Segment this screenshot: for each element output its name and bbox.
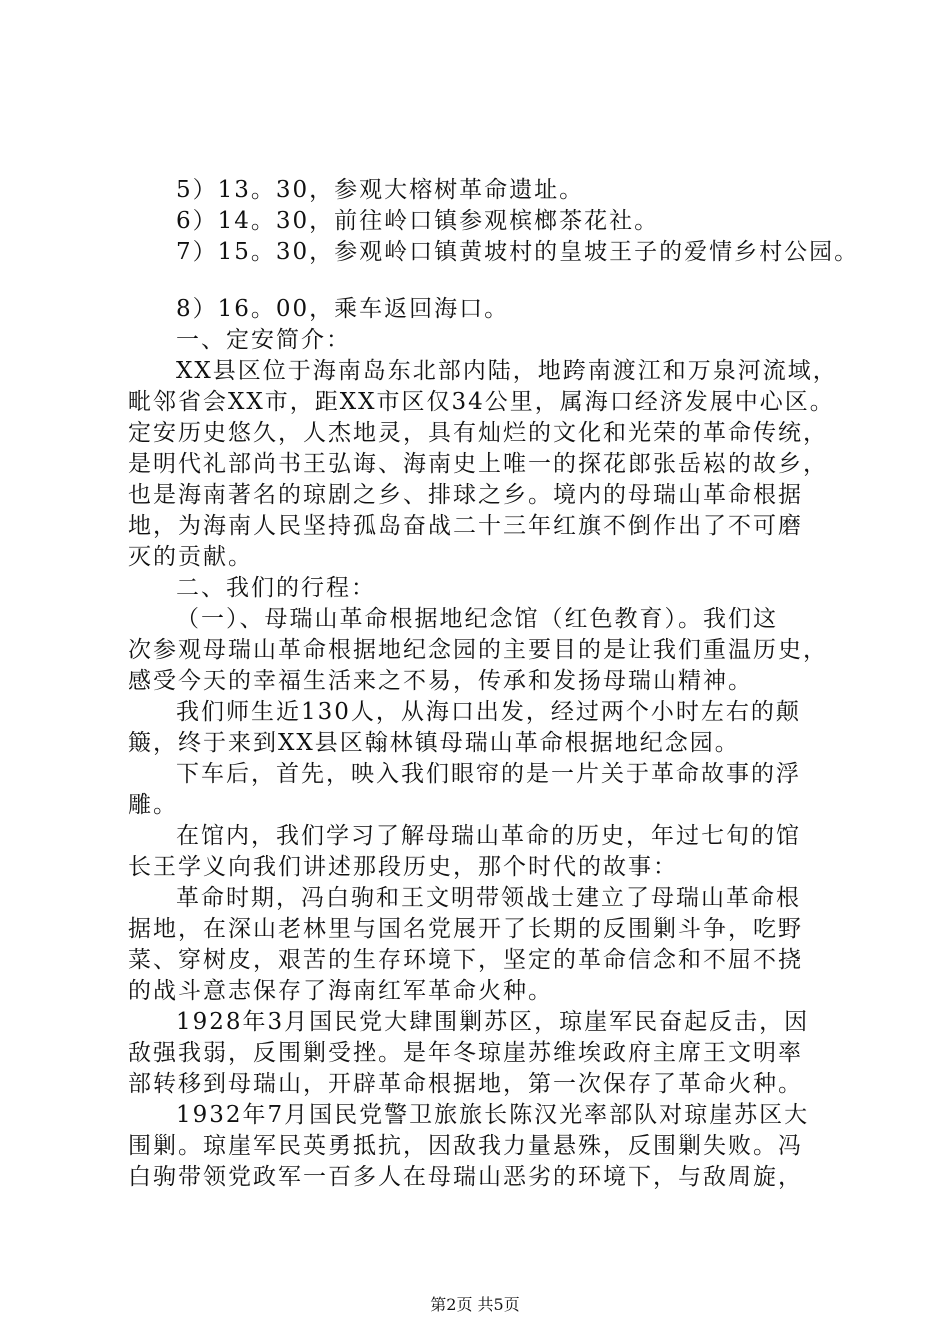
text-line: 1932年7月国民党警卫旅旅长陈汉光率部队对琼崖苏区大 — [176, 1102, 810, 1128]
text-line: 雕。 — [128, 792, 178, 818]
page-footer: 第2页 共5页 — [430, 1295, 520, 1314]
text-line: 白驹带领党政军一百多人在母瑞山恶劣的环境下，与敌周旋， — [128, 1164, 803, 1190]
text-line: 我们师生近130人，从海口出发，经过两个小时左右的颠 — [176, 699, 801, 725]
text-line: 感受今天的幸福生活来之不易，传承和发扬母瑞山精神。 — [128, 668, 753, 694]
text-line: 毗邻省会XX市，距XX市区仅34公里，属海口经济发展中心区。 — [128, 389, 835, 415]
text-line: 定安历史悠久，人杰地灵，具有灿烂的文化和光荣的革命传统， — [128, 420, 828, 446]
text-line: XX县区位于海南岛东北部内陆，地跨南渡江和万泉河流域， — [176, 358, 838, 384]
text-line: 部转移到母瑞山，开辟革命根据地，第一次保存了革命火种。 — [128, 1071, 803, 1097]
section-heading: 二、我们的行程： — [176, 575, 376, 601]
text-line: 灭的贡献。 — [128, 544, 253, 570]
text-line: 是明代礼部尚书王弘诲、海南史上唯一的探花郎张岳崧的故乡， — [128, 451, 828, 477]
text-line: 5）13。30，参观大榕树革命遗址。 — [176, 177, 585, 203]
text-line: 据地，在深山老林里与国名党展开了长期的反围剿斗争，吃野 — [128, 916, 803, 942]
text-line: 长王学义向我们讲述那段历史，那个时代的故事： — [128, 854, 678, 880]
text-line: 7）15。30，参观岭口镇黄坡村的皇坡王子的爱情乡村公园。 — [176, 239, 860, 265]
text-line: 次参观母瑞山革命根据地纪念园的主要目的是让我们重温历史， — [128, 637, 828, 663]
text-line: 的战斗意志保存了海南红军革命火种。 — [128, 978, 553, 1004]
text-line: 1928年3月国民党大肆围剿苏区，琼崖军民奋起反击，因 — [176, 1009, 810, 1035]
text-line: 革命时期，冯白驹和王文明带领战士建立了母瑞山革命根 — [176, 885, 801, 911]
text-line: 下车后，首先，映入我们眼帘的是一片关于革命故事的浮 — [176, 761, 801, 787]
text-line: 簸，终于来到XX县区翰林镇母瑞山革命根据地纪念园。 — [128, 730, 740, 756]
text-line: 敌强我弱，反围剿受挫。是年冬琼崖苏维埃政府主席王文明率 — [128, 1040, 803, 1066]
text-line: 8）16。00，乘车返回海口。 — [176, 296, 510, 322]
text-line: 在馆内，我们学习了解母瑞山革命的历史，年过七旬的馆 — [176, 823, 801, 849]
text-line: 围剿。琼崖军民英勇抵抗，因敌我力量悬殊，反围剿失败。冯 — [128, 1133, 803, 1159]
text-line: （一）、母瑞山革命根据地纪念馆（红色教育）。我们这 — [176, 606, 778, 632]
text-line: 菜、穿树皮，艰苦的生存环境下，坚定的革命信念和不屈不挠 — [128, 947, 803, 973]
text-line: 也是海南著名的琼剧之乡、排球之乡。境内的母瑞山革命根据 — [128, 482, 803, 508]
text-line: 6）14。30，前往岭口镇参观槟榔茶花社。 — [176, 208, 660, 234]
section-heading: 一、定安简介： — [176, 327, 351, 353]
text-line: 地，为海南人民坚持孤岛奋战二十三年红旗不倒作出了不可磨 — [128, 513, 803, 539]
